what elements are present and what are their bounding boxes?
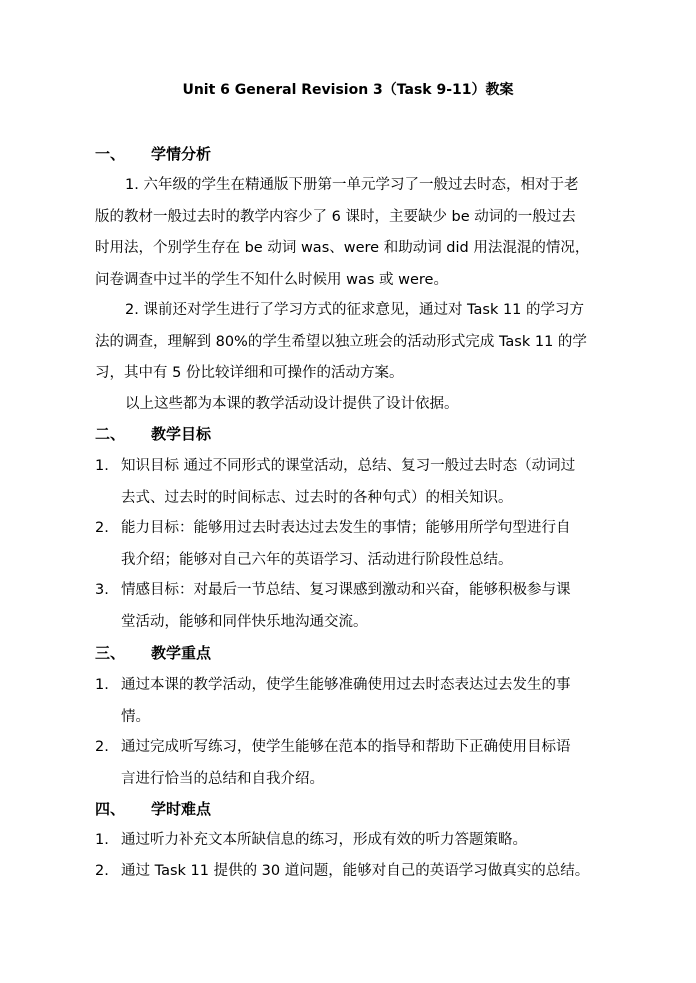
paragraph-3 (95, 389, 625, 421)
section-heading-3 (95, 642, 211, 664)
list-marker: 1. (95, 832, 109, 848)
paragraph-line: 以上这些都为本课的教学活动设计提供了设计依据。 (125, 396, 459, 412)
paragraph-line: 时用法，个别学生存在 be 动词 was、were 和助动词 did 用法混混的情况， (95, 240, 590, 256)
list-item (95, 856, 625, 888)
list-item-line: 情感目标：对最后一节总结、复习课感到激动和兴奋，能够积极参与课 (121, 582, 571, 598)
list-marker: 2. (95, 863, 109, 879)
paragraph-1 (95, 170, 625, 296)
list-marker: 1. (95, 458, 109, 474)
list-item-line: 堂活动，能够和同伴快乐地沟通交流。 (121, 613, 368, 630)
list-marker: 2. (95, 520, 109, 536)
section-title: 教学重点 (151, 644, 212, 662)
list-item (95, 670, 625, 733)
paragraph-2 (95, 295, 625, 390)
list-item (95, 513, 625, 576)
list-item-line: 情。 (121, 708, 150, 725)
list-item (95, 575, 625, 638)
list-item-line: 知识目标 通过不同形式的课堂活动，总结、复习一般过去时态（动词过 (121, 458, 576, 474)
list-item-line: 通过完成听写练习，使学生能够在范本的指导和帮助下正确使用目标语 (121, 739, 571, 755)
list-item (95, 825, 625, 857)
list-marker: 3. (95, 582, 109, 598)
paragraph-line: 习，其中有 5 份比较详细和可操作的活动方案。 (95, 365, 404, 381)
list-item-line: 能力目标：能够用过去时表达过去发生的事情；能够用所学句型进行自 (121, 520, 571, 536)
section-number: 一、 (95, 145, 126, 163)
paragraph-line: 版的教材一般过去时的教学内容少了 6 课时，主要缺少 be 动词的一般过去 (95, 208, 576, 225)
paragraph-line: 问卷调查中过半的学生不知什么时候用 was 或 were。 (95, 271, 448, 288)
section-heading-1 (95, 143, 211, 165)
section-title: 学情分析 (151, 145, 212, 163)
section-title: 教学目标 (151, 425, 212, 443)
paragraph-line: 2. 课前还对学生进行了学习方式的征求意见，通过对 Task 11 的学习方 (125, 302, 585, 318)
section-heading-4 (95, 798, 211, 820)
section-title: 学时难点 (151, 800, 212, 818)
document-title: Unit 6 General Revision 3（Task 9-11）教案 (182, 82, 514, 98)
section-number: 三、 (95, 644, 126, 662)
section-number: 二、 (95, 425, 126, 443)
paragraph-line: 1. 六年级的学生在精通版下册第一单元学习了一般过去时态，相对于老 (125, 177, 579, 193)
list-item-line: 通过本课的教学活动，使学生能够准确使用过去时态表达过去发生的事 (121, 677, 571, 693)
list-item-line: 我介绍；能够对自己六年的英语学习、活动进行阶段性总结。 (121, 551, 513, 568)
list-item-line: 去式、过去时的时间标志、过去时的各种句式）的相关知识。 (121, 489, 513, 506)
list-marker: 1. (95, 677, 109, 693)
list-item (95, 732, 625, 795)
list-item-line: 通过听力补充文本所缺信息的练习，形成有效的听力答题策略。 (121, 832, 527, 848)
section-heading-2 (95, 423, 211, 445)
list-item (95, 451, 625, 514)
list-item-line: 通过 Task 11 提供的 30 道问题，能够对自己的英语学习做真实的总结。 (121, 863, 590, 879)
list-marker: 2. (95, 739, 109, 755)
section-number: 四、 (95, 800, 126, 818)
list-item-line: 言进行恰当的总结和自我介绍。 (121, 770, 324, 787)
paragraph-line: 法的调查，理解到 80%的学生希望以独立班会的活动形式完成 Task 11 的学 (95, 333, 587, 350)
